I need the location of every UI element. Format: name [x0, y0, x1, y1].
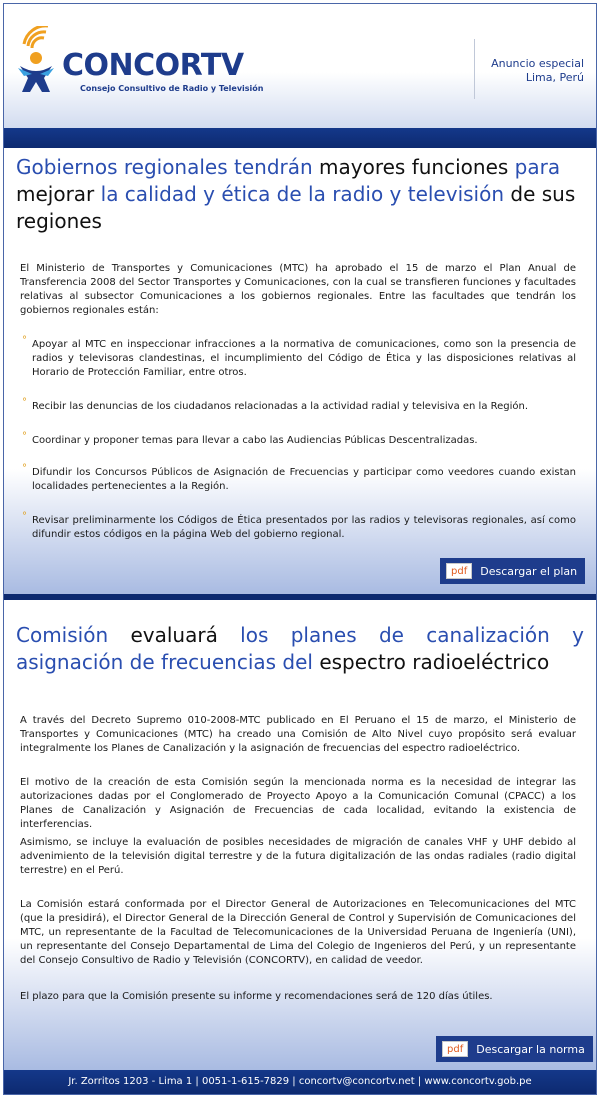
headline-segment: los planes de canalización y asignación de frecuencias del	[16, 623, 584, 674]
header	[4, 4, 596, 128]
headline-segment: evaluará	[130, 623, 241, 647]
bullet-text: Recibir las denuncias de los ciudadanos relacionadas a la actividad radial y televisiva en la Región.	[32, 401, 529, 412]
article-regional-governments	[4, 148, 596, 594]
headline-segment: de sus regiones	[16, 182, 576, 233]
download-plan-label: Descargar el plan	[480, 564, 578, 578]
special-announcement	[491, 57, 584, 85]
article-1-intro: El Ministerio de Transportes y Comunicaciones (MTC) ha aprobado el 15 de marzo el Plan Anual de Transferencia 2008 del Sector Transportes y Comunicaciones, con la cual se transfieren funciones y facultades relativas al subsector Comunicaciones a los gobiernos regionales. Entre las facultades que tendrán los gobiernos regionales están:	[20, 263, 576, 316]
bullet-marker: °	[22, 335, 27, 346]
bullet-marker: °	[22, 431, 27, 442]
bullet-text: Revisar preliminarmente los Códigos de Ética presentados por las radios y televisoras regionales, así como difundir estos códigos en la página Web del gobierno regional.	[32, 515, 576, 540]
special-line-2: Lima, Perú	[525, 71, 584, 84]
logo-subtitle: Consejo Consultivo de Radio y Televisión	[80, 84, 264, 93]
newsletter	[3, 3, 597, 1095]
bullet-marker: °	[22, 463, 27, 474]
header-bar	[4, 128, 596, 148]
footer-contact: Jr. Zorritos 1203 - Lima 1 | 0051-1-615-7829 | concortv@concortv.net | www.concortv.gob.pe	[4, 1070, 596, 1094]
article-2-paragraph: La Comisión estará conformada por el Director General de Autorizaciones en Telecomunicaciones del MTC (que la presidirá), el Director General de la Dirección General de Control y Supervisión de Comunicaciones del MTC, un representante de la Facultad de Telecomunicaciones de la Universidad Peruana de Ingeniería (UNI), un representante del Consejo Departamental de Lima del Colegio de Ingenieros del Perú, y un representante del Consejo Consultivo de Radio y Televisión (CONCORTV), en calidad de veedor.	[20, 899, 576, 966]
download-norm-label: Descargar la norma	[476, 1042, 585, 1056]
logo-name: CONCORTV	[62, 48, 244, 83]
article-2-paragraph: A través del Decreto Supremo 010-2008-MTC publicado en El Peruano el 15 de marzo, el Ministerio de Transportes y Comunicaciones (MTC) ha creado una Comisión de Alto Nivel cuyo propósito será evaluar integralmente los Planes de Canalización y la asignación de frecuencias del espectro radioeléctrico.	[20, 715, 576, 754]
bullet-text: Coordinar y proponer temas para llevar a cabo las Audiencias Públicas Descentralizadas.	[32, 435, 478, 446]
bullet-marker: °	[22, 511, 27, 522]
article-2-paragraph: El plazo para que la Comisión presente su informe y recomendaciones será de 120 días útiles.	[20, 991, 493, 1002]
list-item	[22, 335, 576, 380]
headline-segment: Gobiernos regionales tendrán	[16, 155, 320, 179]
article-commission	[4, 600, 596, 1070]
bullet-text: Difundir los Concursos Públicos de Asignación de Frecuencias y participar como veedores cuando existan localidades pertenecientes a la Región.	[32, 467, 576, 492]
headline-segment: Comisión	[16, 623, 131, 647]
list-item	[22, 431, 576, 448]
special-line-1: Anuncio especial	[491, 57, 584, 70]
article-2-headline	[16, 622, 584, 676]
header-divider	[474, 39, 475, 99]
headline-segment: mayores funciones	[319, 155, 515, 179]
list-item	[22, 463, 576, 494]
list-item	[22, 511, 576, 542]
headline-segment: para	[514, 155, 561, 179]
article-1-headline	[16, 154, 584, 235]
headline-segment: espectro radioeléctrico	[319, 650, 550, 674]
article-2-paragraph: Asimismo, se incluye la evaluación de posibles necesidades de migración de canales VHF y UHF debido al advenimiento de la televisión digital terrestre y de la futura digitalización de las ondas radiales (radio digital terrestre) en el Perú.	[20, 837, 576, 876]
bullet-marker: °	[22, 397, 27, 408]
download-plan-button[interactable]	[440, 558, 585, 584]
download-norm-button[interactable]	[436, 1036, 593, 1062]
pdf-icon: pdf	[442, 1041, 468, 1057]
headline-segment: mejorar	[16, 182, 101, 206]
list-item	[22, 397, 576, 414]
pdf-icon: pdf	[446, 563, 472, 579]
article-2-paragraph: El motivo de la creación de esta Comisión según la mencionada norma es la necesidad de integrar las autorizaciones dadas por el Conglomerado de Proyecto Apoyo a la Comunicación Comunal (CPACC) a los Planes de Canalización y Asignación de Frecuencias de cada localidad, evitando la existencia de interferencias.	[20, 777, 576, 830]
headline-segment: la calidad y ética de la radio y televisión	[100, 182, 505, 206]
concortv-logo[interactable]	[14, 26, 264, 96]
bullet-text: Apoyar al MTC en inspeccionar infracciones a la normativa de comunicaciones, como son la presencia de radios y televisoras clandestinas, el incumplimiento del Código de Ética y las disposiciones relativas al Horario de Protección Familiar, entre otros.	[32, 339, 576, 378]
